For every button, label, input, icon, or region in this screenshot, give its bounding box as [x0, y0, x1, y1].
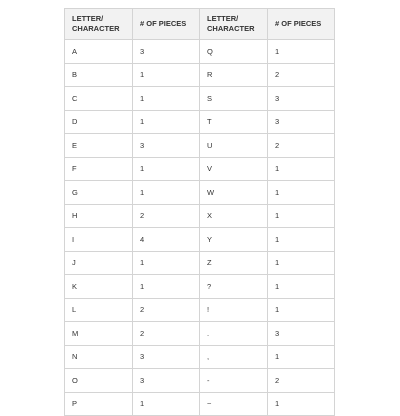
cell-pieces-left: 1: [133, 251, 200, 275]
cell-letter-right: W: [200, 181, 268, 205]
cell-letter-left: P: [65, 392, 133, 416]
cell-pieces-right: 1: [268, 40, 335, 64]
cell-pieces-left: 2: [133, 322, 200, 346]
cell-pieces-right: 1: [268, 392, 335, 416]
cell-pieces-right: 1: [268, 275, 335, 299]
table-row: [65, 275, 335, 299]
cell-pieces-left: 3: [133, 134, 200, 158]
table-row: [65, 157, 335, 181]
cell-pieces-left: 1: [133, 157, 200, 181]
cell-pieces-right: 2: [268, 63, 335, 87]
cell-pieces-left: 3: [133, 40, 200, 64]
cell-letter-left: M: [65, 322, 133, 346]
cell-pieces-left: 1: [133, 87, 200, 111]
table-row: [65, 298, 335, 322]
cell-pieces-right: 1: [268, 181, 335, 205]
cell-letter-right: U: [200, 134, 268, 158]
cell-pieces-left: 1: [133, 275, 200, 299]
table-row: [65, 40, 335, 64]
cell-letter-left: B: [65, 63, 133, 87]
table-row: [65, 181, 335, 205]
table-row: [65, 392, 335, 416]
cell-letter-left: H: [65, 204, 133, 228]
cell-letter-left: N: [65, 345, 133, 369]
cell-pieces-right: 1: [268, 251, 335, 275]
cell-letter-left: L: [65, 298, 133, 322]
cell-pieces-right: 1: [268, 228, 335, 252]
cell-letter-left: O: [65, 369, 133, 393]
cell-letter-left: J: [65, 251, 133, 275]
cell-letter-left: F: [65, 157, 133, 181]
cell-pieces-left: 3: [133, 369, 200, 393]
cell-pieces-right: 1: [268, 345, 335, 369]
cell-letter-right: Z: [200, 251, 268, 275]
cell-letter-left: A: [65, 40, 133, 64]
table-row: [65, 204, 335, 228]
cell-letter-left: I: [65, 228, 133, 252]
pieces-table-container: [64, 8, 334, 416]
cell-letter-right: ~: [200, 392, 268, 416]
cell-letter-right: T: [200, 110, 268, 134]
header-letter-character-left: LETTER/ CHARACTER: [65, 9, 133, 40]
cell-pieces-right: 1: [268, 298, 335, 322]
cell-letter-right: Q: [200, 40, 268, 64]
cell-pieces-right: 2: [268, 369, 335, 393]
cell-letter-right: ?: [200, 275, 268, 299]
cell-pieces-right: 3: [268, 87, 335, 111]
table-row: [65, 369, 335, 393]
header-pieces-left: # OF PIECES: [133, 9, 200, 40]
cell-letter-right: !: [200, 298, 268, 322]
cell-pieces-right: 1: [268, 204, 335, 228]
cell-pieces-left: 1: [133, 392, 200, 416]
cell-pieces-left: 4: [133, 228, 200, 252]
cell-pieces-left: 2: [133, 204, 200, 228]
cell-letter-right: -: [200, 369, 268, 393]
cell-pieces-right: 3: [268, 322, 335, 346]
cell-letter-right: R: [200, 63, 268, 87]
table-header-row: [65, 9, 335, 40]
table-body: [65, 40, 335, 416]
cell-letter-right: ,: [200, 345, 268, 369]
cell-pieces-left: 2: [133, 298, 200, 322]
cell-letter-left: K: [65, 275, 133, 299]
cell-pieces-left: 3: [133, 345, 200, 369]
table-row: [65, 110, 335, 134]
cell-letter-right: V: [200, 157, 268, 181]
cell-letter-left: D: [65, 110, 133, 134]
header-letter-character-right: LETTER/ CHARACTER: [200, 9, 268, 40]
table-row: [65, 228, 335, 252]
cell-pieces-left: 1: [133, 110, 200, 134]
header-pieces-right: # OF PIECES: [268, 9, 335, 40]
cell-letter-left: G: [65, 181, 133, 205]
cell-pieces-right: 1: [268, 157, 335, 181]
cell-letter-right: S: [200, 87, 268, 111]
table-row: [65, 251, 335, 275]
cell-letter-left: E: [65, 134, 133, 158]
cell-pieces-right: 2: [268, 134, 335, 158]
cell-pieces-left: 1: [133, 181, 200, 205]
table-row: [65, 63, 335, 87]
table-row: [65, 134, 335, 158]
table-row: [65, 87, 335, 111]
cell-pieces-right: 3: [268, 110, 335, 134]
table-row: [65, 322, 335, 346]
table-row: [65, 345, 335, 369]
cell-letter-right: .: [200, 322, 268, 346]
cell-letter-right: X: [200, 204, 268, 228]
pieces-table: [64, 8, 335, 416]
cell-pieces-left: 1: [133, 63, 200, 87]
cell-letter-right: Y: [200, 228, 268, 252]
cell-letter-left: C: [65, 87, 133, 111]
